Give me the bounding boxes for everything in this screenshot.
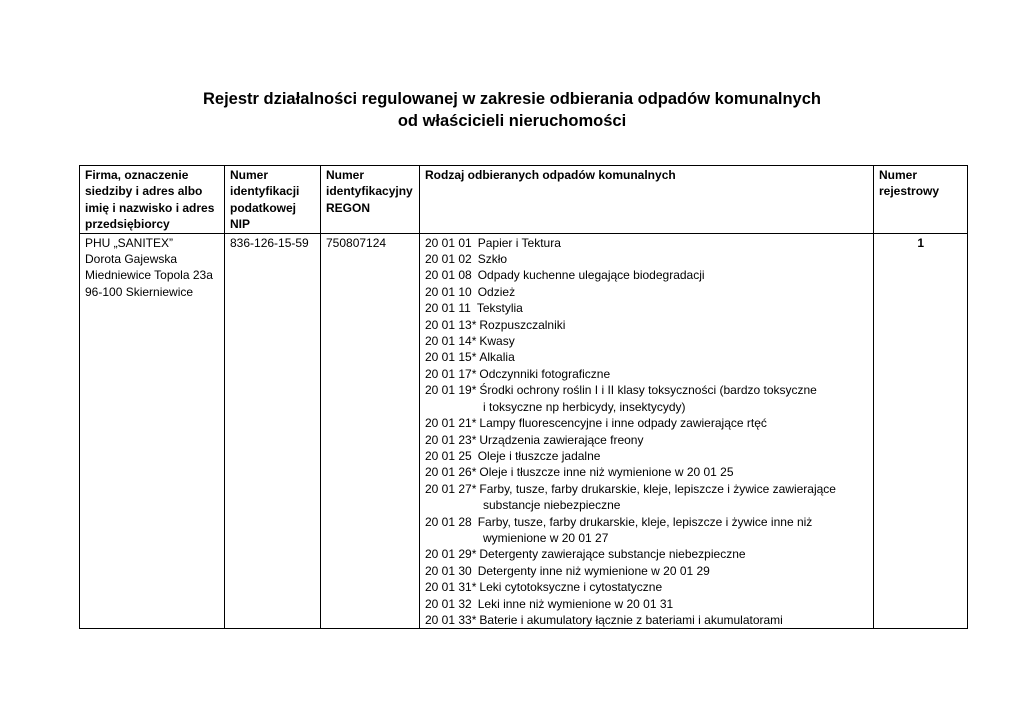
waste-description: Lampy fluorescencyjne i inne odpady zawierające rtęć [479,416,767,431]
waste-item [425,382,868,398]
waste-description: Oleje i tłuszcze jadalne [477,448,601,463]
table-header-row [80,166,968,234]
table-row [80,233,968,629]
waste-item [425,612,868,628]
waste-description-continued: i toksyczne np herbicydy, insektycydy) [483,399,686,414]
cell-numer: 1 [874,233,968,629]
waste-code: 20 01 17* [425,366,477,381]
waste-code: 20 01 21* [425,416,477,431]
waste-item [425,415,868,431]
waste-code: 20 01 19* [425,383,477,398]
waste-description: Leki cytotoksyczne i cytostatyczne [479,580,663,595]
waste-code: 20 01 25 [425,448,472,463]
waste-item-continuation [425,530,868,546]
waste-description: Szkło [477,252,508,267]
waste-code: 20 01 13* [425,317,477,332]
cell-nip: 836-126-15-59 [225,233,321,629]
header-nip [225,166,321,234]
header-regon-line: Numer [326,168,365,182]
waste-description: Urządzenia zawierające freony [479,432,644,447]
waste-description: Rozpuszczalniki [479,317,566,332]
waste-code: 20 01 11 [425,301,471,316]
waste-code: 20 01 33* [425,612,477,627]
waste-description: Detergenty inne niż wymienione w 20 01 29 [477,563,710,578]
firma-line: 96-100 Skierniewice [85,284,194,299]
waste-code: 20 01 02 [425,252,472,267]
waste-item [425,563,868,579]
waste-code: 20 01 15* [425,350,477,365]
header-firma-line: przedsiębiorcy [85,217,170,232]
waste-item [425,481,868,497]
waste-description: Leki inne niż wymienione w 20 01 31 [477,596,674,611]
firma-line: Miedniewice Topola 23a [85,268,213,283]
waste-item [425,579,868,595]
waste-item [425,546,868,562]
waste-item [425,514,868,530]
waste-code: 20 01 01 [425,235,472,250]
waste-item [425,235,868,251]
waste-description: Oleje i tłuszcze inne niż wymienione w 20 01 25 [479,465,734,480]
header-rodzaj [420,166,874,234]
waste-description: Farby, tusze, farby drukarskie, kleje, lepiszcze i żywice zawierające [479,481,836,496]
header-rodzaj-line: Rodzaj odbieranych odpadów komunalnych [425,168,676,182]
waste-item [425,333,868,349]
waste-code: 20 01 27* [425,481,477,496]
cell-waste-list [420,233,874,629]
register-table [79,165,968,629]
header-regon-line: identyfikacyjny [326,184,413,199]
header-firma-line: siedziby i adres albo [85,184,203,199]
waste-item-continuation [425,497,868,513]
waste-code: 20 01 32 [425,596,472,611]
waste-item [425,366,868,382]
header-numer-line: Numer [879,168,918,182]
header-nip-line: Numer [230,168,269,182]
waste-description: Odzież [477,284,516,299]
waste-item [425,596,868,612]
header-numer [874,166,968,234]
title-line-2: od właścicieli nieruchomości [397,112,627,130]
waste-description: Tekstylia [476,301,523,316]
waste-item [425,251,868,267]
waste-description: Detergenty zawierające substancje niebezpieczne [479,547,746,562]
waste-description: Odczynniki fotograficzne [479,366,611,381]
header-nip-line: identyfikacji [230,184,300,199]
header-nip-line: NIP [230,217,251,232]
header-firma-line: Firma, oznaczenie [85,168,189,182]
waste-code: 20 01 26* [425,465,477,480]
waste-code: 20 01 10 [425,284,472,299]
waste-item [425,300,868,316]
waste-code: 20 01 08 [425,268,472,283]
waste-item [425,284,868,300]
header-firma [80,166,225,234]
cell-firma [80,233,225,629]
title-line-1: Rejestr działalności regulowanej w zakresie odbierania odpadów komunalnych [202,90,821,108]
waste-description: Papier i Tektura [477,235,561,250]
waste-item [425,349,868,365]
waste-description: Alkalia [479,350,515,365]
waste-item [425,448,868,464]
firma-line: Dorota Gajewska [85,252,178,267]
waste-item-continuation [425,399,868,415]
header-nip-line: podatkowej [230,200,297,215]
waste-item [425,432,868,448]
header-firma-line: imię i nazwisko i adres [85,200,215,215]
waste-description: Środki ochrony roślin I i II klasy toksyczności (bardzo toksyczne [479,383,817,398]
waste-item [425,317,868,333]
cell-regon: 750807124 [321,233,420,629]
waste-code: 20 01 29* [425,547,477,562]
waste-item [425,267,868,283]
waste-item [425,464,868,480]
waste-code: 20 01 28 [425,514,472,529]
waste-description: Farby, tusze, farby drukarskie, kleje, lepiszcze i żywice inne niż [477,514,813,529]
waste-code: 20 01 23* [425,432,477,447]
header-regon [321,166,420,234]
waste-code: 20 01 14* [425,334,477,349]
header-regon-line: REGON [326,200,371,215]
waste-description: Baterie i akumulatory łącznie z bateriami i akumulatorami [479,612,783,627]
waste-code: 20 01 30 [425,563,472,578]
waste-description-continued: wymienione w 20 01 27 [483,530,609,545]
waste-description: Kwasy [479,334,515,349]
waste-description-continued: substancje niebezpieczne [483,498,621,513]
document-title [0,88,1024,132]
header-numer-line: rejestrowy [879,184,940,199]
firma-line: PHU „SANITEX” [85,235,174,250]
waste-code: 20 01 31* [425,580,477,595]
waste-description: Odpady kuchenne ulegające biodegradacji [477,268,705,283]
